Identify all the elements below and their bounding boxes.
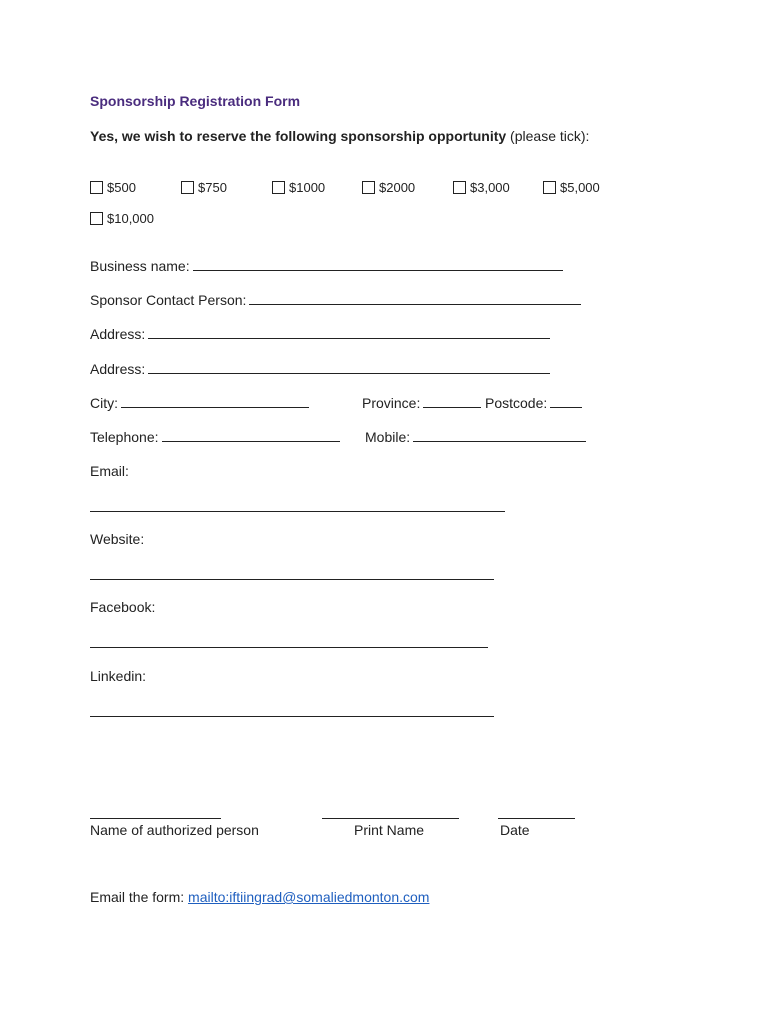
business-name-label: Business name:: [90, 258, 190, 274]
email-link[interactable]: mailto:iftiingrad@somaliedmonton.com: [188, 889, 430, 905]
intro-rest: (please tick):: [506, 128, 590, 144]
print-name-label: Print Name: [354, 822, 425, 838]
postcode-label: Postcode:: [485, 395, 548, 411]
form-title: Sponsorship Registration Form: [90, 93, 301, 109]
option-500[interactable]: [90, 180, 136, 195]
checkbox[interactable]: [272, 181, 285, 194]
contact-person-field[interactable]: [90, 292, 581, 308]
province-line[interactable]: [423, 395, 481, 408]
address1-line[interactable]: [148, 326, 550, 339]
address1-field[interactable]: [90, 326, 550, 342]
option-label: $500: [107, 180, 136, 195]
option-label: $3,000: [470, 180, 510, 195]
authorized-signature-line[interactable]: [90, 818, 221, 819]
checkbox[interactable]: [90, 181, 103, 194]
contact-person-label: Sponsor Contact Person:: [90, 292, 247, 308]
mobile-field[interactable]: [365, 429, 586, 445]
option-label: $750: [198, 180, 227, 195]
print-name-line[interactable]: [322, 818, 459, 819]
address2-label: Address:: [90, 361, 146, 377]
checkbox[interactable]: [90, 212, 103, 225]
city-field[interactable]: [90, 395, 309, 411]
telephone-label: Telephone:: [90, 429, 159, 445]
checkbox[interactable]: [453, 181, 466, 194]
contact-person-line[interactable]: [249, 292, 581, 305]
address2-line[interactable]: [148, 361, 550, 374]
website-line[interactable]: [90, 579, 494, 580]
facebook-label: Facebook:: [90, 599, 156, 615]
province-field[interactable]: [362, 395, 481, 411]
option-label: $2000: [379, 180, 416, 195]
province-label: Province:: [362, 395, 421, 411]
email-label: Email:: [90, 463, 129, 479]
option-1000[interactable]: [272, 180, 325, 195]
linkedin-label: Linkedin:: [90, 668, 147, 684]
mobile-label: Mobile:: [365, 429, 411, 445]
option-10000[interactable]: [90, 211, 154, 226]
option-label: $5,000: [560, 180, 600, 195]
checkbox[interactable]: [362, 181, 375, 194]
intro-text: [90, 128, 589, 144]
option-3000[interactable]: [453, 180, 510, 195]
address1-label: Address:: [90, 326, 146, 342]
date-line[interactable]: [498, 818, 575, 819]
footer-label: Email the form:: [90, 889, 189, 905]
postcode-line[interactable]: [550, 395, 582, 408]
footer: [90, 889, 429, 905]
intro-bold: Yes, we wish to reserve the following sponsorship opportunity: [90, 128, 507, 144]
linkedin-line[interactable]: [90, 716, 494, 717]
business-name-line[interactable]: [193, 258, 563, 271]
option-750[interactable]: [181, 180, 227, 195]
option-5000[interactable]: [543, 180, 600, 195]
telephone-line[interactable]: [162, 429, 340, 442]
website-label: Website:: [90, 531, 145, 547]
facebook-line[interactable]: [90, 647, 488, 648]
option-label: $10,000: [107, 211, 154, 226]
business-name-field[interactable]: [90, 258, 563, 274]
checkbox[interactable]: [181, 181, 194, 194]
authorized-person-label: Name of authorized person: [90, 822, 259, 838]
postcode-field[interactable]: [485, 395, 582, 411]
email-line[interactable]: [90, 511, 505, 512]
telephone-field[interactable]: [90, 429, 340, 445]
option-2000[interactable]: [362, 180, 415, 195]
date-label: Date: [500, 822, 530, 838]
mobile-line[interactable]: [413, 429, 586, 442]
address2-field[interactable]: [90, 361, 550, 377]
option-label: $1000: [289, 180, 326, 195]
city-line[interactable]: [121, 395, 309, 408]
checkbox[interactable]: [543, 181, 556, 194]
city-label: City:: [90, 395, 118, 411]
